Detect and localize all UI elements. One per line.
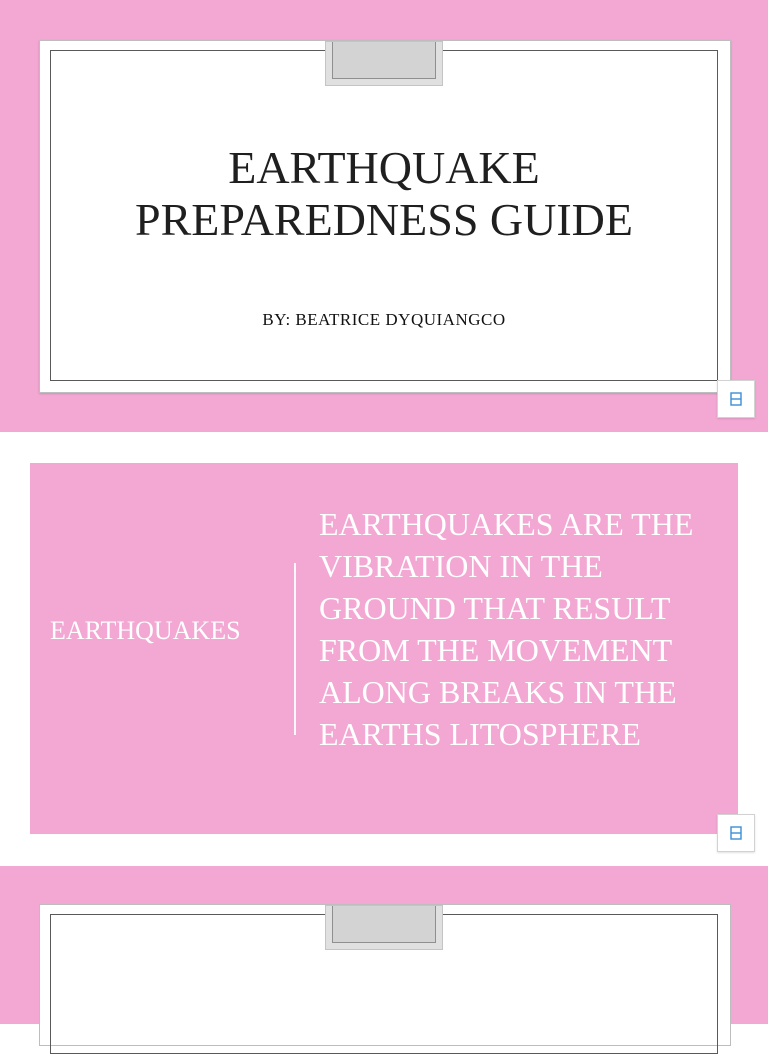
author-byline: BY: BEATRICE DYQUIANGCO xyxy=(262,310,506,329)
page-view-button[interactable] xyxy=(717,380,755,418)
slide-2 xyxy=(30,463,738,834)
slide-title-line-2: PREPAREDNESS GUIDE xyxy=(134,194,633,245)
page-view-icon xyxy=(730,392,742,406)
vertical-divider xyxy=(294,563,296,735)
slide-title xyxy=(50,142,718,246)
slide-1 xyxy=(0,0,768,432)
card-tab-inner xyxy=(332,42,436,79)
slide-title-line-1: EARTHQUAKE xyxy=(228,142,540,193)
section-heading: EARTHQUAKES xyxy=(50,616,241,645)
slide-3 xyxy=(0,866,768,1024)
page-view-button[interactable] xyxy=(717,814,755,852)
card-tab-inner xyxy=(332,906,436,943)
page-view-icon xyxy=(730,826,742,840)
card-tab-decoration xyxy=(325,905,443,950)
definition-text: EARTHQUAKES ARE THE VIBRATION IN THE GROUND THAT RESULT FROM THE MOVEMENT ALONG BREAKS IN THE EARTHS LITOSPHERE xyxy=(319,506,694,752)
card-tab-decoration xyxy=(325,41,443,86)
